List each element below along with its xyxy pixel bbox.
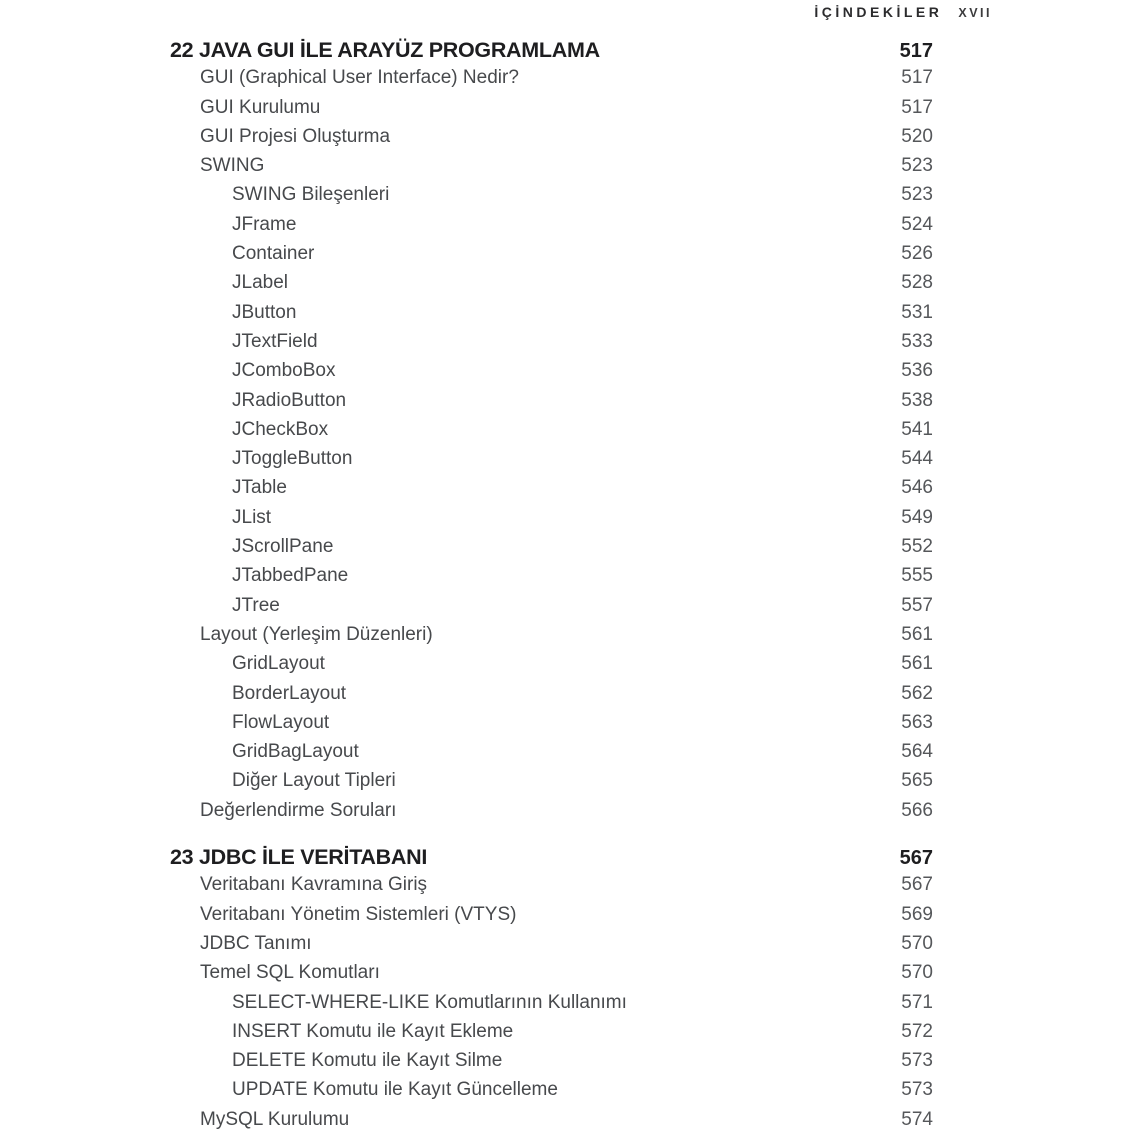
toc-page-number: 544 — [901, 448, 933, 470]
toc-entry-row — [170, 448, 933, 477]
toc-page-number: 517 — [901, 67, 933, 89]
toc-page-number: 523 — [901, 155, 933, 177]
running-header-title: İÇİNDEKİLER — [814, 4, 943, 20]
toc-page-number: 569 — [901, 903, 933, 925]
toc-page-number: 528 — [901, 272, 933, 294]
toc-entry-row — [170, 390, 933, 419]
toc-entry-label: GridLayout — [232, 653, 325, 675]
toc-entry-label: Container — [232, 243, 315, 265]
toc-entry-label: FlowLayout — [232, 711, 330, 733]
toc-chapter-title: 22 JAVA GUI İLE ARAYÜZ PROGRAMLAMA — [170, 38, 600, 62]
toc-entry-label: DELETE Komutu ile Kayıt Silme — [232, 1050, 503, 1072]
toc-entry-row — [170, 477, 933, 506]
toc-section — [170, 845, 933, 1138]
toc-entry-row — [170, 536, 933, 565]
toc-page-number: 566 — [901, 799, 933, 821]
toc-page-number: 572 — [901, 1020, 933, 1042]
toc-entry-row — [170, 97, 933, 126]
toc-entry-label: JScrollPane — [232, 536, 334, 558]
toc-entry-row — [170, 243, 933, 272]
toc-page-number: 571 — [901, 991, 933, 1013]
toc-entry-label: SWING — [200, 155, 265, 177]
toc-page-number: 561 — [901, 623, 933, 645]
toc-page-number: 520 — [901, 125, 933, 147]
toc-page-number: 526 — [901, 243, 933, 265]
toc-page-number: 517 — [899, 40, 933, 62]
toc-entry-row — [170, 565, 933, 594]
toc-entry-label: INSERT Komutu ile Kayıt Ekleme — [232, 1020, 514, 1042]
toc-entry-row — [170, 1079, 933, 1108]
toc-entry-row — [170, 904, 933, 933]
toc-entry-label: GUI (Graphical User Interface) Nedir? — [200, 67, 519, 89]
toc-chapter-row — [170, 845, 933, 874]
toc-entry-label: GUI Kurulumu — [200, 96, 321, 118]
toc-page-number: 546 — [901, 477, 933, 499]
toc-entry-label: JButton — [232, 301, 297, 323]
toc-page-number: 524 — [901, 213, 933, 235]
toc-entry-label: Temel SQL Komutları — [200, 962, 380, 984]
toc-page-number: 574 — [901, 1108, 933, 1130]
toc-list — [170, 38, 933, 1138]
toc-entry-row — [170, 683, 933, 712]
toc-page-number: 533 — [901, 330, 933, 352]
toc-entry-label: JTree — [232, 594, 280, 616]
toc-entry-row — [170, 653, 933, 682]
toc-page-number: 570 — [901, 962, 933, 984]
toc-page-number: 517 — [901, 96, 933, 118]
toc-chapter-title: 23 JDBC İLE VERİTABANI — [170, 845, 428, 870]
toc-entry-label: JDBC Tanımı — [200, 932, 312, 954]
toc-entry-row — [170, 331, 933, 360]
toc-entry-row — [170, 1021, 933, 1050]
toc-page-number: 564 — [901, 741, 933, 763]
toc-page-number: 555 — [901, 565, 933, 587]
toc-section — [170, 38, 933, 829]
toc-entry-label: JList — [232, 506, 272, 528]
toc-entry-row — [170, 741, 933, 770]
toc-page-number: 562 — [901, 682, 933, 704]
toc-page-number: 557 — [901, 594, 933, 616]
toc-entry-row — [170, 155, 933, 184]
toc-entry-label: JCheckBox — [232, 418, 329, 440]
toc-entry-row — [170, 67, 933, 96]
toc-entry-label: Veritabanı Yönetim Sistemleri (VTYS) — [200, 903, 517, 925]
toc-entry-label: GUI Projesi Oluşturma — [200, 125, 391, 147]
toc-entry-row — [170, 272, 933, 301]
toc-entry-label: Veritabanı Kavramına Giriş — [200, 874, 428, 896]
toc-entry-row — [170, 214, 933, 243]
toc-entry-label: Değerlendirme Soruları — [200, 799, 397, 821]
toc-entry-label: SWING Bileşenleri — [232, 184, 390, 206]
toc-entry-row — [170, 624, 933, 653]
toc-entry-label: GridBagLayout — [232, 741, 359, 763]
toc-page-number: 538 — [901, 389, 933, 411]
toc-page-number: 565 — [901, 770, 933, 792]
toc-entry-label: JTable — [232, 477, 287, 499]
toc-entry-label: JFrame — [232, 213, 297, 235]
toc-entry-row — [170, 360, 933, 389]
toc-page-number: 549 — [901, 506, 933, 528]
toc-page-number: 541 — [901, 418, 933, 440]
toc-entry-row — [170, 992, 933, 1021]
toc-entry-row — [170, 419, 933, 448]
toc-entry-row — [170, 1050, 933, 1079]
toc-entry-label: JTabbedPane — [232, 565, 349, 587]
toc-page-number: 531 — [901, 301, 933, 323]
toc-entry-label: JComboBox — [232, 360, 336, 382]
running-header-page-number: XVII — [958, 6, 992, 20]
toc-page-number: 573 — [901, 1050, 933, 1072]
toc-entry-label: SELECT-WHERE-LIKE Komutlarının Kullanımı — [232, 991, 627, 1013]
toc-entry-label: Diğer Layout Tipleri — [232, 770, 396, 792]
toc-entry-label: JLabel — [232, 272, 288, 294]
toc-entry-label: JTextField — [232, 330, 318, 352]
toc-page-number: 567 — [901, 874, 933, 896]
toc-entry-label: JRadioButton — [232, 389, 347, 411]
toc-entry-row — [170, 595, 933, 624]
toc-page-number: 563 — [901, 711, 933, 733]
toc-page-number: 573 — [901, 1079, 933, 1101]
toc-entry-row — [170, 933, 933, 962]
toc-entry-row — [170, 126, 933, 155]
toc-page-number: 536 — [901, 360, 933, 382]
toc-chapter-row — [170, 38, 933, 67]
toc-entry-row — [170, 302, 933, 331]
toc-entry-row — [170, 874, 933, 903]
toc-entry-label: BorderLayout — [232, 682, 347, 704]
toc-entry-label: Layout (Yerleşim Düzenleri) — [200, 623, 433, 645]
toc-page-number: 570 — [901, 932, 933, 954]
toc-entry-row — [170, 507, 933, 536]
toc-entry-row — [170, 800, 933, 829]
toc-entry-label: MySQL Kurulumu — [200, 1108, 350, 1130]
toc-entry-row — [170, 770, 933, 799]
toc-entry-row — [170, 712, 933, 741]
toc-entry-label: UPDATE Komutu ile Kayıt Güncelleme — [232, 1079, 558, 1101]
toc-entry-row — [170, 1109, 933, 1138]
toc-page-number: 523 — [901, 184, 933, 206]
running-header — [170, 4, 992, 22]
toc-entry-row — [170, 962, 933, 991]
toc-entry-label: JToggleButton — [232, 448, 353, 470]
toc-entry-row — [170, 184, 933, 213]
toc-page-number: 552 — [901, 536, 933, 558]
toc-page-number: 567 — [899, 847, 933, 870]
toc-page-number: 561 — [901, 653, 933, 675]
